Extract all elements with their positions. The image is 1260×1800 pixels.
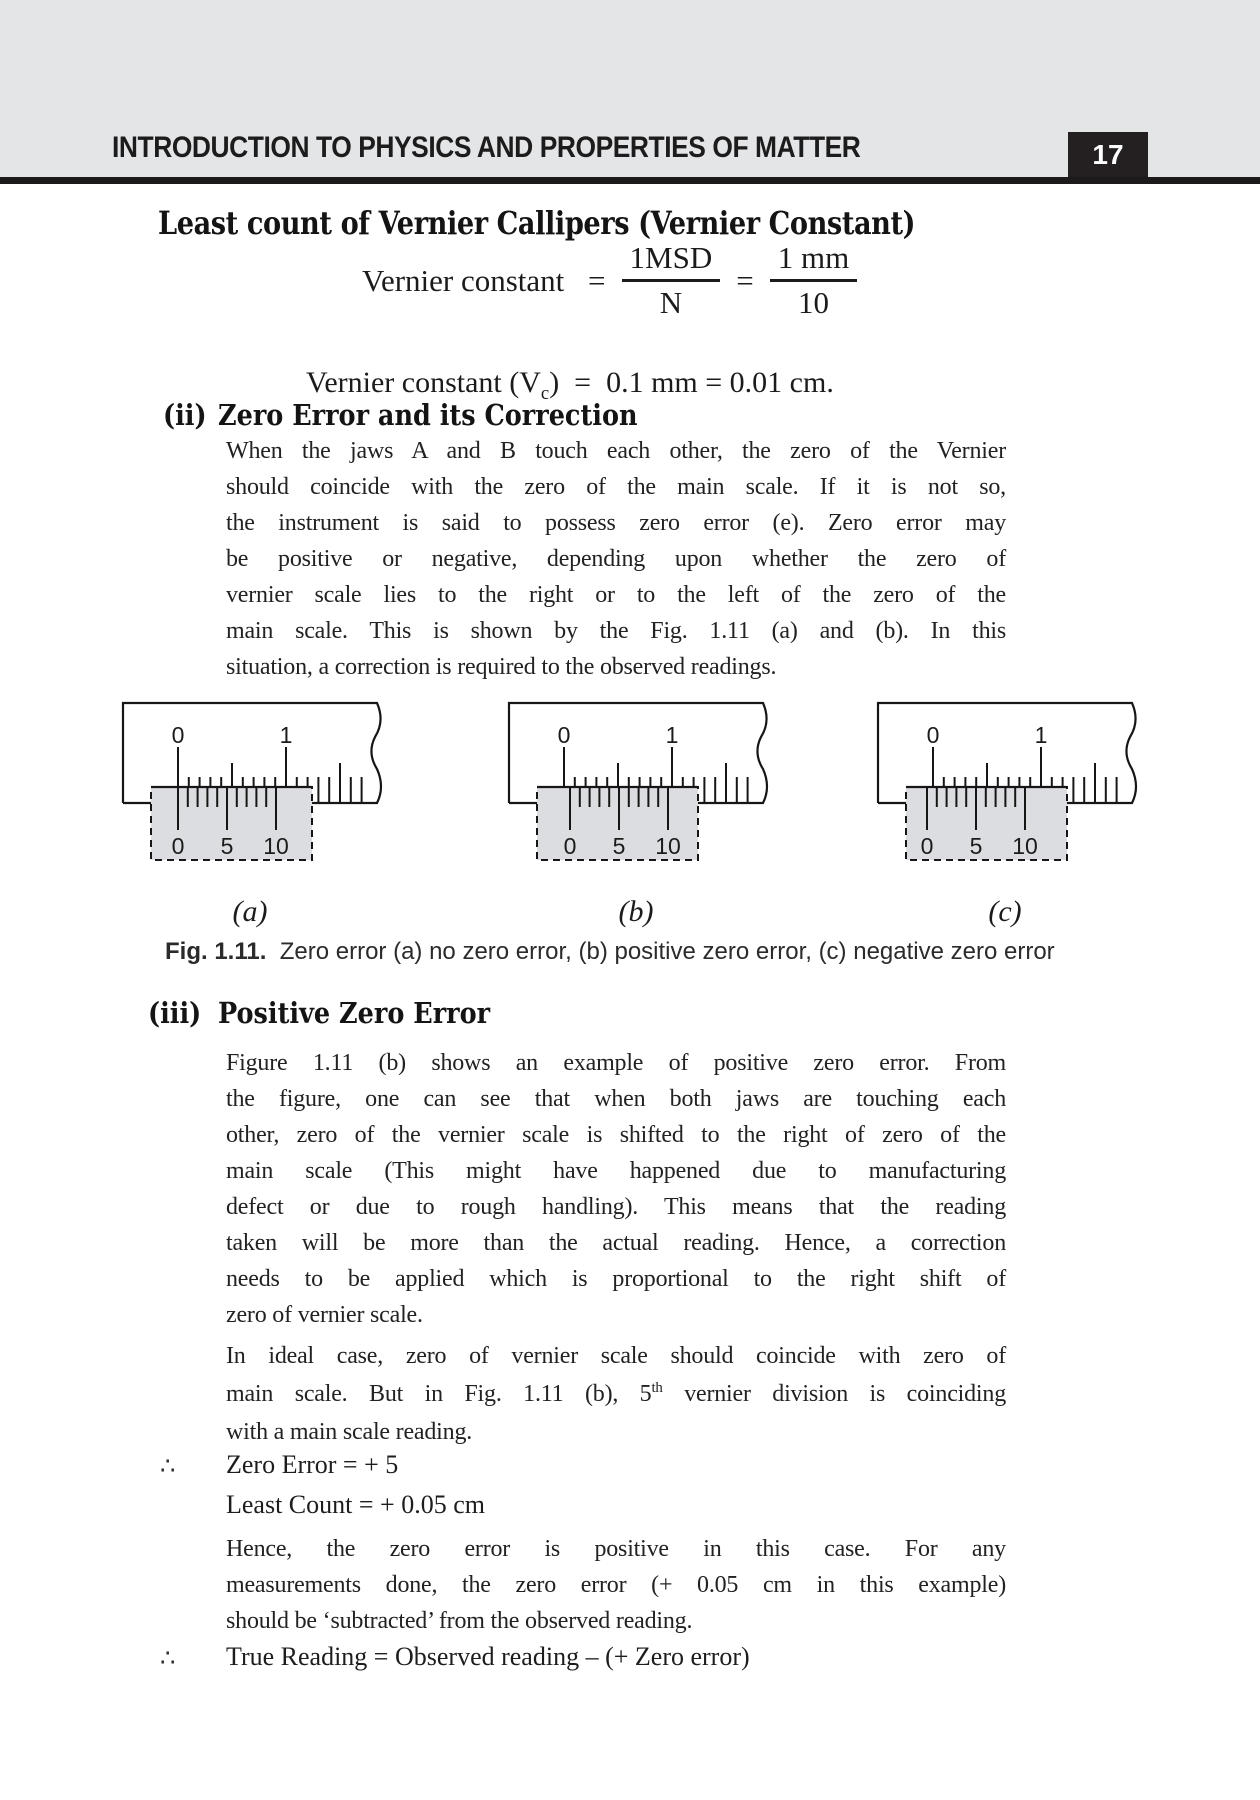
running-header-title: INTRODUCTION TO PHYSICS AND PROPERTIES OF MATTER [112, 131, 861, 164]
vernier-scale-label: 10 [263, 833, 289, 859]
section-heading: Least count of Vernier Callipers (Vernier Constant) [158, 204, 916, 242]
vernier-scale-label: 5 [612, 833, 626, 859]
vernier-scale-label: 10 [1012, 833, 1038, 859]
subsection-iii-title: Positive Zero Error [218, 996, 491, 1030]
line-post: vernier division is coinciding [662, 1381, 1006, 1407]
paragraph-zero-error [226, 433, 1006, 685]
diagram-caption: (a) [232, 895, 268, 928]
text-line: situation, a correction is required to the observed readings. [226, 654, 777, 680]
vc-subscript: c [540, 383, 550, 404]
ordinal-superscript: th [651, 1380, 663, 1396]
true-reading-equation: True Reading = Observed reading – (+ Zero error) [226, 1642, 750, 1671]
subsection-iii-marker: (iii) [148, 996, 202, 1030]
main-scale-label: 1 [279, 722, 293, 748]
text-line: should be ‘subtracted’ from the observed reading. [226, 1608, 693, 1634]
text-line: zero of vernier scale. [226, 1302, 423, 1328]
vc-pre: Vernier constant (V [306, 366, 541, 399]
text-line: with a main scale reading. [226, 1419, 473, 1445]
text-line: should coincide with the zero of the main scale. If it is not so, [226, 474, 1006, 500]
page-number-badge: 17 [1068, 132, 1148, 178]
line-pre: main scale. But in Fig. 1.11 (b), 5 [226, 1381, 652, 1407]
fraction-msd-n [622, 240, 721, 321]
zero-error-equation: Zero Error = + 5 [226, 1450, 399, 1479]
text-line [226, 1375, 1006, 1413]
main-scale-label: 0 [171, 722, 185, 748]
figure-caption-text: Zero error (a) no zero error, (b) positive zero error, (c) negative zero error [266, 938, 1055, 965]
vernier-diagram-a [100, 695, 400, 930]
figure-caption-label: Fig. 1.11. [165, 938, 267, 965]
text-line: the instrument is said to possess zero error (e). Zero error may [226, 510, 1006, 536]
text-line: main scale (This might have happened due to manufacturing [226, 1158, 1006, 1184]
diagram-caption: (c) [988, 895, 1022, 928]
paragraph-ideal-case [226, 1337, 1006, 1451]
vernier-scale-label: 5 [969, 833, 983, 859]
text-line: Figure 1.11 (b) shows an example of positive zero error. From [226, 1050, 1006, 1076]
paragraph-positive-zero-error [226, 1045, 1006, 1333]
fraction-1mm-10 [770, 240, 857, 321]
vernier-diagram-c [855, 695, 1155, 930]
text-line: In ideal case, zero of vernier scale should coincide with zero of [226, 1343, 1006, 1369]
equals-sign: = [588, 262, 606, 298]
vernier-scale-label: 0 [171, 833, 185, 859]
text-line: the figure, one can see that when both jaws are touching each [226, 1086, 1006, 1112]
paragraph-hence [226, 1531, 1006, 1639]
text-line: main scale. This is shown by the Fig. 1.11 (a) and (b). In this [226, 618, 1006, 644]
main-scale-label: 1 [1034, 722, 1048, 748]
diagram-caption: (b) [618, 895, 654, 928]
vernier-diagram-b [486, 695, 786, 930]
header-rule [0, 177, 1260, 184]
main-scale-label: 0 [926, 722, 940, 748]
therefore-symbol: ∴ [160, 1452, 176, 1480]
vernier-scale-label: 5 [220, 833, 234, 859]
vc-post: ) = 0.1 mm = 0.01 cm. [549, 366, 834, 399]
text-line: be positive or negative, depending upon whether the zero of [226, 546, 1006, 572]
least-count-equation: Least Count = + 0.05 cm [226, 1490, 485, 1519]
text-line: When the jaws A and B touch each other, the zero of the Vernier [226, 438, 1006, 464]
vernier-scale-label: 0 [920, 833, 934, 859]
fraction-denominator: N [622, 279, 721, 321]
equals-sign: = [736, 262, 754, 298]
main-scale-label: 0 [557, 722, 571, 748]
text-line: other, zero of the vernier scale is shifted to the right of zero of the [226, 1122, 1006, 1148]
therefore-symbol: ∴ [160, 1644, 176, 1672]
text-line: Hence, the zero error is positive in this case. For any [226, 1536, 1006, 1562]
formula-lhs: Vernier constant [362, 262, 573, 298]
main-scale-label: 1 [665, 722, 679, 748]
fraction-numerator: 1 mm [777, 240, 850, 275]
vernier-scale-label: 0 [563, 833, 577, 859]
subsection-ii-marker: (ii) [163, 398, 207, 432]
text-line: measurements done, the zero error (+ 0.05 cm in this example) [226, 1572, 1006, 1598]
text-line: defect or due to rough handling). This means that the reading [226, 1194, 1006, 1220]
fraction-denominator: 10 [770, 279, 857, 321]
text-line: vernier scale lies to the right or to the left of the zero of the [226, 582, 1006, 608]
text-line: needs to be applied which is proportional to the right shift of [226, 1266, 1006, 1292]
vernier-constant-formula [362, 240, 857, 321]
figure-caption [165, 938, 1055, 966]
vernier-scale-label: 10 [655, 833, 681, 859]
fraction-numerator: 1MSD [629, 240, 713, 275]
text-line: taken will be more than the actual reading. Hence, a correction [226, 1230, 1006, 1256]
subsection-ii-title: Zero Error and its Correction [218, 398, 638, 432]
